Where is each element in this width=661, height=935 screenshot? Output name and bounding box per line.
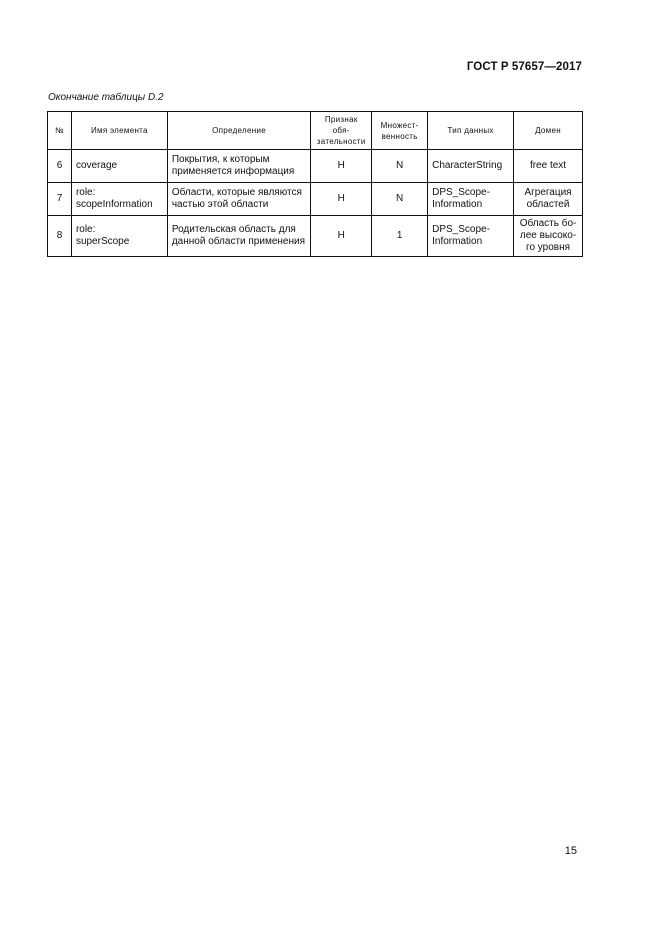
column-header-data-type: Тип данных — [428, 112, 514, 150]
document-standard-number: ГОСТ Р 57657—2017 — [466, 61, 582, 73]
table-header-row — [48, 112, 583, 150]
row-number: 6 — [48, 150, 72, 183]
element-definition: Области, которые являются частью этой области — [167, 183, 310, 216]
column-header-domain: Домен — [514, 112, 583, 150]
data-type-value: DPS_Scope- Information — [428, 183, 514, 216]
column-header-definition: Определение — [167, 112, 310, 150]
domain-value: free text — [514, 150, 583, 183]
row-number: 8 — [48, 216, 72, 257]
row-number: 7 — [48, 183, 72, 216]
domain-value: Агрегация областей — [514, 183, 583, 216]
element-name: role: scopeInformation — [71, 183, 167, 216]
column-header-element-name: Имя элемента — [71, 112, 167, 150]
column-header-number: № — [48, 112, 72, 150]
element-definition: Покрытия, к которым применяется информация — [167, 150, 310, 183]
multiplicity-value: 1 — [372, 216, 428, 257]
multiplicity-value: N — [372, 150, 428, 183]
multiplicity-value: N — [372, 183, 428, 216]
table-row — [48, 183, 583, 216]
data-type-value: CharacterString — [428, 150, 514, 183]
element-name: role: superScope — [71, 216, 167, 257]
element-name: coverage — [71, 150, 167, 183]
domain-value: Область бо- лее высоко- го уровня — [514, 216, 583, 257]
element-definition: Родительская область для данной области применения — [167, 216, 310, 257]
page-number: 15 — [564, 845, 577, 857]
table-row — [48, 216, 583, 257]
data-type-value: DPS_Scope- Information — [428, 216, 514, 257]
obligation-value: Н — [311, 150, 372, 183]
table-row — [48, 150, 583, 183]
column-header-multiplicity: Множест- венность — [372, 112, 428, 150]
data-table — [47, 111, 583, 257]
table-caption: Окончание таблицы D.2 — [48, 92, 164, 103]
obligation-value: Н — [311, 216, 372, 257]
column-header-obligation: Признак обя- зательности — [311, 112, 372, 150]
obligation-value: Н — [311, 183, 372, 216]
